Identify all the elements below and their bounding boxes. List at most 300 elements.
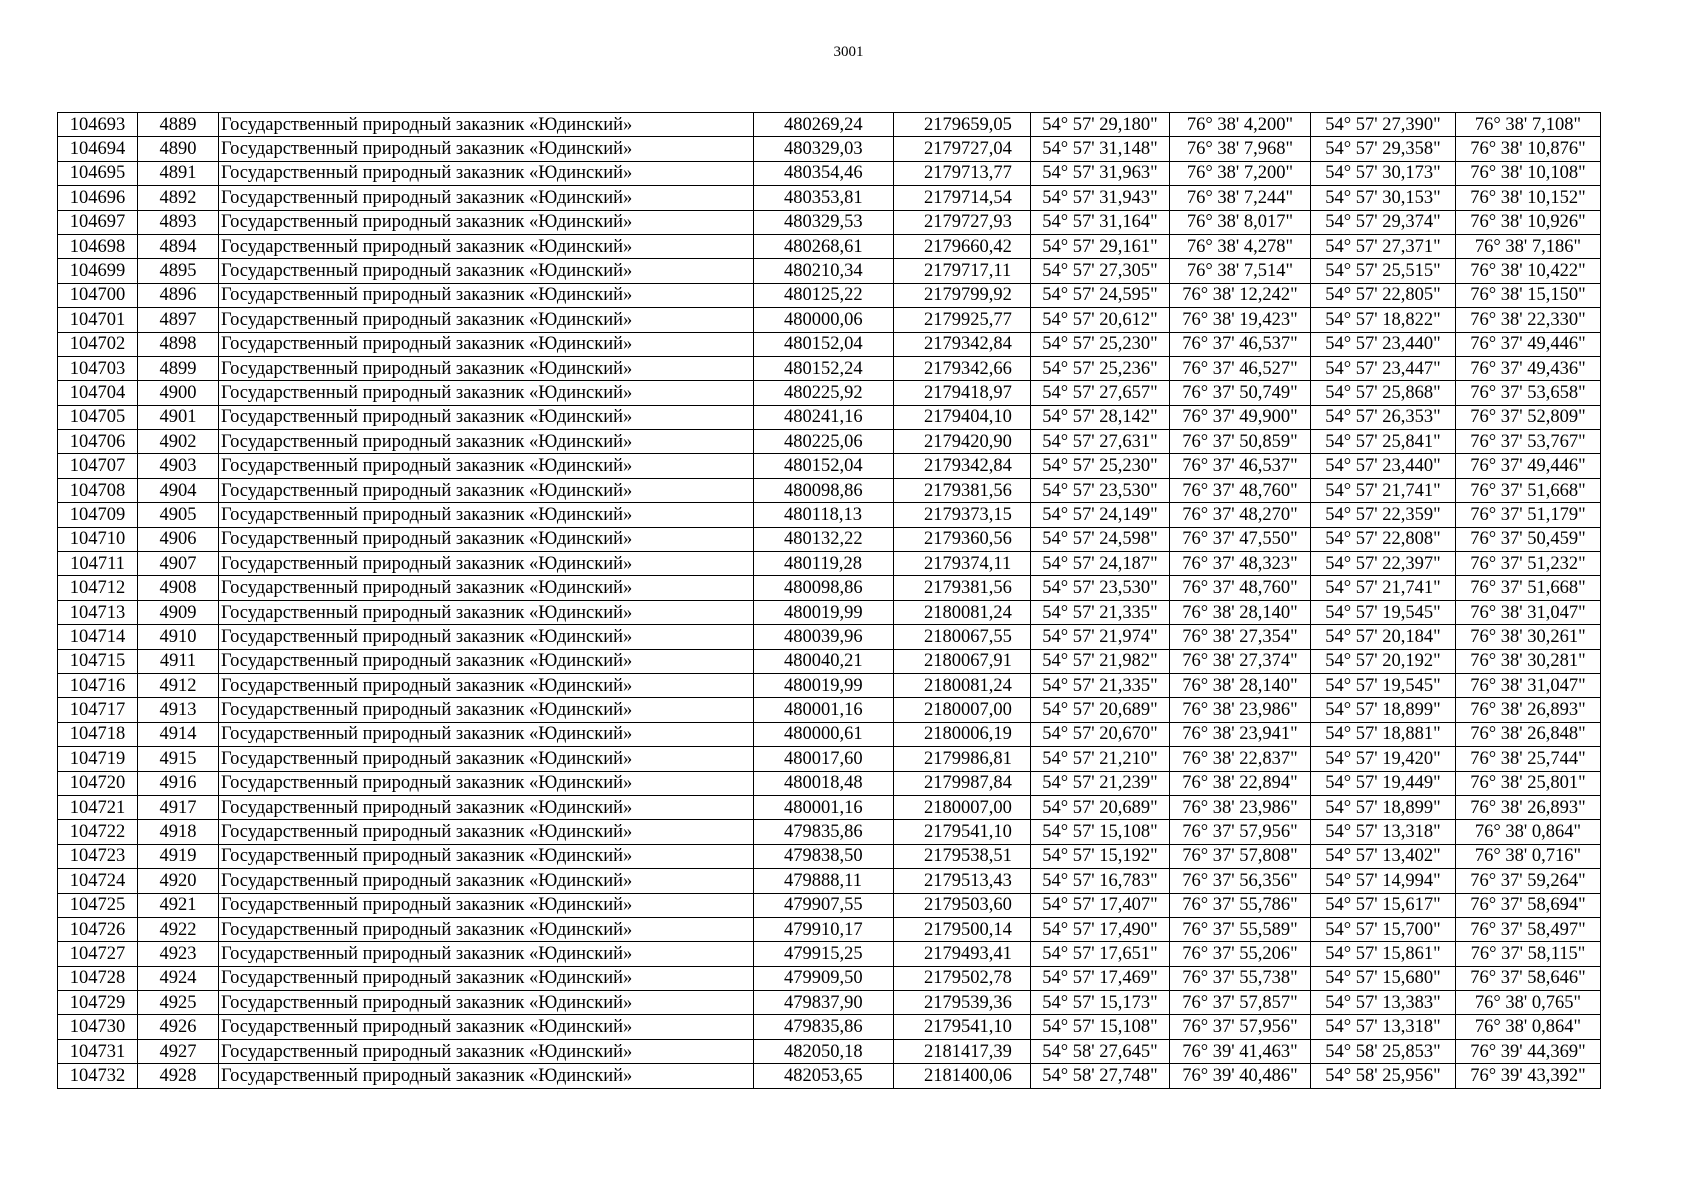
y-coordinate-cell: 2179342,84 [894,454,1031,478]
table-row [58,527,1601,551]
latitude-b-cell: 54° 57' 21,741" [1311,576,1456,600]
point-number-cell: 4896 [138,283,219,307]
point-number-cell: 4894 [138,234,219,258]
row-id-cell: 104713 [58,600,138,624]
longitude-b-cell: 76° 38' 25,801" [1456,771,1601,795]
y-coordinate-cell: 2179987,84 [894,771,1031,795]
table-row [58,747,1601,771]
table-row [58,161,1601,185]
x-coordinate-cell: 480329,03 [754,137,894,161]
table-row [58,844,1601,868]
latitude-a-cell: 54° 57' 16,783" [1031,869,1170,893]
latitude-b-cell: 54° 57' 19,545" [1311,673,1456,697]
point-number-cell: 4927 [138,1039,219,1063]
row-id-cell: 104717 [58,698,138,722]
latitude-a-cell: 54° 57' 15,108" [1031,1015,1170,1039]
x-coordinate-cell: 480040,21 [754,649,894,673]
row-id-cell: 104726 [58,917,138,941]
point-number-cell: 4923 [138,942,219,966]
latitude-a-cell: 54° 57' 28,142" [1031,405,1170,429]
latitude-a-cell: 54° 57' 21,335" [1031,600,1170,624]
longitude-a-cell: 76° 38' 23,986" [1170,795,1311,819]
longitude-a-cell: 76° 37' 47,550" [1170,527,1311,551]
point-number-cell: 4909 [138,600,219,624]
x-coordinate-cell: 480000,61 [754,722,894,746]
point-number-cell: 4891 [138,161,219,185]
row-id-cell: 104695 [58,161,138,185]
latitude-b-cell: 54° 57' 18,899" [1311,795,1456,819]
x-coordinate-cell: 480001,16 [754,698,894,722]
longitude-b-cell: 76° 37' 52,809" [1456,405,1601,429]
y-coordinate-cell: 2179374,11 [894,552,1031,576]
latitude-a-cell: 54° 57' 20,689" [1031,698,1170,722]
longitude-a-cell: 76° 39' 41,463" [1170,1039,1311,1063]
table-body [58,113,1601,1089]
y-coordinate-cell: 2179660,42 [894,234,1031,258]
row-id-cell: 104710 [58,527,138,551]
y-coordinate-cell: 2179420,90 [894,430,1031,454]
table-row [58,698,1601,722]
x-coordinate-cell: 480329,53 [754,210,894,234]
point-number-cell: 4904 [138,478,219,502]
object-name-cell: Государственный природный заказник «Юдинский» [219,454,754,478]
point-number-cell: 4920 [138,869,219,893]
x-coordinate-cell: 479838,50 [754,844,894,868]
row-id-cell: 104719 [58,747,138,771]
coordinates-table [57,112,1601,1089]
y-coordinate-cell: 2181417,39 [894,1039,1031,1063]
longitude-a-cell: 76° 38' 7,200" [1170,161,1311,185]
longitude-b-cell: 76° 38' 15,150" [1456,283,1601,307]
y-coordinate-cell: 2179717,11 [894,259,1031,283]
point-number-cell: 4917 [138,795,219,819]
longitude-a-cell: 76° 37' 55,786" [1170,893,1311,917]
x-coordinate-cell: 480241,16 [754,405,894,429]
object-name-cell: Государственный природный заказник «Юдинский» [219,234,754,258]
latitude-a-cell: 54° 57' 29,161" [1031,234,1170,258]
row-id-cell: 104721 [58,795,138,819]
latitude-a-cell: 54° 57' 15,173" [1031,991,1170,1015]
latitude-a-cell: 54° 57' 15,108" [1031,820,1170,844]
latitude-a-cell: 54° 57' 17,469" [1031,966,1170,990]
y-coordinate-cell: 2179538,51 [894,844,1031,868]
longitude-b-cell: 76° 38' 26,893" [1456,698,1601,722]
latitude-b-cell: 54° 57' 23,440" [1311,454,1456,478]
object-name-cell: Государственный природный заказник «Юдинский» [219,161,754,185]
longitude-a-cell: 76° 37' 46,527" [1170,356,1311,380]
x-coordinate-cell: 479837,90 [754,991,894,1015]
object-name-cell: Государственный природный заказник «Юдинский» [219,673,754,697]
longitude-a-cell: 76° 37' 56,356" [1170,869,1311,893]
row-id-cell: 104714 [58,625,138,649]
longitude-a-cell: 76° 38' 19,423" [1170,308,1311,332]
longitude-b-cell: 76° 39' 44,369" [1456,1039,1601,1063]
latitude-a-cell: 54° 57' 27,631" [1031,430,1170,454]
point-number-cell: 4928 [138,1064,219,1088]
object-name-cell: Государственный природный заказник «Юдинский» [219,869,754,893]
latitude-a-cell: 54° 57' 21,982" [1031,649,1170,673]
y-coordinate-cell: 2180081,24 [894,600,1031,624]
point-number-cell: 4889 [138,113,219,137]
row-id-cell: 104730 [58,1015,138,1039]
object-name-cell: Государственный природный заказник «Юдинский» [219,430,754,454]
latitude-b-cell: 54° 57' 18,881" [1311,722,1456,746]
table-row [58,308,1601,332]
latitude-a-cell: 54° 57' 27,305" [1031,259,1170,283]
x-coordinate-cell: 480018,48 [754,771,894,795]
longitude-b-cell: 76° 37' 53,767" [1456,430,1601,454]
latitude-a-cell: 54° 57' 24,149" [1031,503,1170,527]
object-name-cell: Государственный природный заказник «Юдинский» [219,186,754,210]
table-row [58,430,1601,454]
x-coordinate-cell: 480269,24 [754,113,894,137]
y-coordinate-cell: 2180006,19 [894,722,1031,746]
latitude-b-cell: 54° 57' 22,805" [1311,283,1456,307]
page-number: 3001 [833,44,864,60]
x-coordinate-cell: 479910,17 [754,917,894,941]
y-coordinate-cell: 2179500,14 [894,917,1031,941]
point-number-cell: 4924 [138,966,219,990]
longitude-b-cell: 76° 38' 7,108" [1456,113,1601,137]
x-coordinate-cell: 480152,04 [754,454,894,478]
table-row [58,966,1601,990]
x-coordinate-cell: 480125,22 [754,283,894,307]
x-coordinate-cell: 480225,92 [754,381,894,405]
row-id-cell: 104705 [58,405,138,429]
table-row [58,576,1601,600]
point-number-cell: 4919 [138,844,219,868]
y-coordinate-cell: 2179541,10 [894,820,1031,844]
y-coordinate-cell: 2179539,36 [894,991,1031,1015]
latitude-b-cell: 54° 57' 15,680" [1311,966,1456,990]
point-number-cell: 4913 [138,698,219,722]
latitude-a-cell: 54° 58' 27,645" [1031,1039,1170,1063]
table-row [58,234,1601,258]
object-name-cell: Государственный природный заказник «Юдинский» [219,308,754,332]
longitude-a-cell: 76° 38' 22,894" [1170,771,1311,795]
y-coordinate-cell: 2179727,04 [894,137,1031,161]
longitude-a-cell: 76° 37' 49,900" [1170,405,1311,429]
point-number-cell: 4918 [138,820,219,844]
longitude-b-cell: 76° 38' 10,876" [1456,137,1601,161]
latitude-b-cell: 54° 57' 20,184" [1311,625,1456,649]
x-coordinate-cell: 480354,46 [754,161,894,185]
latitude-a-cell: 54° 57' 21,335" [1031,673,1170,697]
row-id-cell: 104716 [58,673,138,697]
point-number-cell: 4907 [138,552,219,576]
longitude-b-cell: 76° 39' 43,392" [1456,1064,1601,1088]
table-row [58,113,1601,137]
point-number-cell: 4922 [138,917,219,941]
longitude-b-cell: 76° 37' 51,668" [1456,576,1601,600]
latitude-b-cell: 54° 57' 29,358" [1311,137,1456,161]
row-id-cell: 104725 [58,893,138,917]
latitude-a-cell: 54° 57' 31,963" [1031,161,1170,185]
row-id-cell: 104729 [58,991,138,1015]
point-number-cell: 4901 [138,405,219,429]
point-number-cell: 4921 [138,893,219,917]
latitude-b-cell: 54° 57' 30,153" [1311,186,1456,210]
point-number-cell: 4895 [138,259,219,283]
longitude-b-cell: 76° 38' 10,152" [1456,186,1601,210]
point-number-cell: 4890 [138,137,219,161]
point-number-cell: 4905 [138,503,219,527]
latitude-b-cell: 54° 57' 27,371" [1311,234,1456,258]
x-coordinate-cell: 480001,16 [754,795,894,819]
latitude-a-cell: 54° 57' 24,187" [1031,552,1170,576]
object-name-cell: Государственный природный заказник «Юдинский» [219,259,754,283]
latitude-b-cell: 54° 57' 14,994" [1311,869,1456,893]
longitude-b-cell: 76° 38' 10,108" [1456,161,1601,185]
row-id-cell: 104703 [58,356,138,380]
row-id-cell: 104698 [58,234,138,258]
latitude-a-cell: 54° 58' 27,748" [1031,1064,1170,1088]
latitude-b-cell: 54° 57' 21,741" [1311,478,1456,502]
latitude-b-cell: 54° 57' 13,383" [1311,991,1456,1015]
latitude-b-cell: 54° 57' 23,440" [1311,332,1456,356]
latitude-b-cell: 54° 57' 13,318" [1311,1015,1456,1039]
row-id-cell: 104701 [58,308,138,332]
longitude-b-cell: 76° 37' 51,668" [1456,478,1601,502]
y-coordinate-cell: 2179727,93 [894,210,1031,234]
longitude-a-cell: 76° 38' 4,278" [1170,234,1311,258]
longitude-b-cell: 76° 38' 25,744" [1456,747,1601,771]
point-number-cell: 4916 [138,771,219,795]
longitude-a-cell: 76° 37' 50,749" [1170,381,1311,405]
latitude-b-cell: 54° 57' 20,192" [1311,649,1456,673]
y-coordinate-cell: 2179493,41 [894,942,1031,966]
object-name-cell: Государственный природный заказник «Юдинский» [219,600,754,624]
x-coordinate-cell: 482050,18 [754,1039,894,1063]
longitude-a-cell: 76° 38' 12,242" [1170,283,1311,307]
y-coordinate-cell: 2179342,84 [894,332,1031,356]
point-number-cell: 4900 [138,381,219,405]
point-number-cell: 4914 [138,722,219,746]
table-row [58,454,1601,478]
table-row [58,186,1601,210]
longitude-b-cell: 76° 37' 49,436" [1456,356,1601,380]
point-number-cell: 4911 [138,649,219,673]
table-row [58,649,1601,673]
longitude-a-cell: 76° 38' 27,374" [1170,649,1311,673]
y-coordinate-cell: 2179404,10 [894,405,1031,429]
table-row [58,552,1601,576]
longitude-a-cell: 76° 38' 7,968" [1170,137,1311,161]
point-number-cell: 4893 [138,210,219,234]
point-number-cell: 4903 [138,454,219,478]
longitude-a-cell: 76° 39' 40,486" [1170,1064,1311,1088]
row-id-cell: 104731 [58,1039,138,1063]
longitude-a-cell: 76° 38' 23,986" [1170,698,1311,722]
row-id-cell: 104700 [58,283,138,307]
longitude-b-cell: 76° 38' 7,186" [1456,234,1601,258]
latitude-b-cell: 54° 57' 13,402" [1311,844,1456,868]
x-coordinate-cell: 479915,25 [754,942,894,966]
latitude-b-cell: 54° 57' 29,374" [1311,210,1456,234]
longitude-a-cell: 76° 37' 46,537" [1170,332,1311,356]
longitude-a-cell: 76° 37' 57,956" [1170,1015,1311,1039]
point-number-cell: 4915 [138,747,219,771]
x-coordinate-cell: 480152,04 [754,332,894,356]
object-name-cell: Государственный природный заказник «Юдинский» [219,747,754,771]
longitude-b-cell: 76° 38' 31,047" [1456,673,1601,697]
point-number-cell: 4925 [138,991,219,1015]
latitude-a-cell: 54° 57' 25,230" [1031,454,1170,478]
row-id-cell: 104693 [58,113,138,137]
y-coordinate-cell: 2179714,54 [894,186,1031,210]
object-name-cell: Государственный природный заказник «Юдинский» [219,722,754,746]
table-row [58,478,1601,502]
longitude-b-cell: 76° 37' 49,446" [1456,454,1601,478]
x-coordinate-cell: 479888,11 [754,869,894,893]
object-name-cell: Государственный природный заказник «Юдинский» [219,893,754,917]
longitude-b-cell: 76° 38' 22,330" [1456,308,1601,332]
object-name-cell: Государственный природный заказник «Юдинский» [219,1015,754,1039]
table-row [58,1064,1601,1088]
row-id-cell: 104711 [58,552,138,576]
latitude-a-cell: 54° 57' 31,148" [1031,137,1170,161]
table-row [58,1039,1601,1063]
longitude-b-cell: 76° 38' 26,848" [1456,722,1601,746]
longitude-a-cell: 76° 37' 57,956" [1170,820,1311,844]
latitude-a-cell: 54° 57' 24,595" [1031,283,1170,307]
longitude-b-cell: 76° 38' 0,765" [1456,991,1601,1015]
row-id-cell: 104715 [58,649,138,673]
longitude-a-cell: 76° 37' 57,857" [1170,991,1311,1015]
table-row [58,991,1601,1015]
row-id-cell: 104702 [58,332,138,356]
table-row [58,673,1601,697]
y-coordinate-cell: 2179659,05 [894,113,1031,137]
longitude-b-cell: 76° 38' 0,864" [1456,820,1601,844]
x-coordinate-cell: 480039,96 [754,625,894,649]
table-row [58,625,1601,649]
object-name-cell: Государственный природный заказник «Юдинский» [219,917,754,941]
latitude-b-cell: 54° 57' 15,861" [1311,942,1456,966]
object-name-cell: Государственный природный заказник «Юдинский» [219,844,754,868]
longitude-b-cell: 76° 38' 10,422" [1456,259,1601,283]
y-coordinate-cell: 2179381,56 [894,576,1031,600]
table-row [58,503,1601,527]
object-name-cell: Государственный природный заказник «Юдинский» [219,942,754,966]
x-coordinate-cell: 479907,55 [754,893,894,917]
y-coordinate-cell: 2179799,92 [894,283,1031,307]
x-coordinate-cell: 480118,13 [754,503,894,527]
latitude-b-cell: 54° 57' 23,447" [1311,356,1456,380]
latitude-b-cell: 54° 57' 25,515" [1311,259,1456,283]
longitude-b-cell: 76° 38' 10,926" [1456,210,1601,234]
latitude-a-cell: 54° 57' 20,670" [1031,722,1170,746]
longitude-a-cell: 76° 37' 48,270" [1170,503,1311,527]
x-coordinate-cell: 480098,86 [754,576,894,600]
object-name-cell: Государственный природный заказник «Юдинский» [219,527,754,551]
table-row [58,893,1601,917]
latitude-b-cell: 54° 57' 19,420" [1311,747,1456,771]
table-row [58,137,1601,161]
latitude-a-cell: 54° 57' 29,180" [1031,113,1170,137]
longitude-a-cell: 76° 38' 27,354" [1170,625,1311,649]
longitude-b-cell: 76° 37' 49,446" [1456,332,1601,356]
longitude-a-cell: 76° 38' 7,514" [1170,259,1311,283]
object-name-cell: Государственный природный заказник «Юдинский» [219,820,754,844]
point-number-cell: 4908 [138,576,219,600]
latitude-a-cell: 54° 57' 21,210" [1031,747,1170,771]
x-coordinate-cell: 479835,86 [754,820,894,844]
point-number-cell: 4902 [138,430,219,454]
longitude-a-cell: 76° 38' 4,200" [1170,113,1311,137]
object-name-cell: Государственный природный заказник «Юдинский» [219,576,754,600]
latitude-b-cell: 54° 57' 13,318" [1311,820,1456,844]
object-name-cell: Государственный природный заказник «Юдинский» [219,405,754,429]
longitude-b-cell: 76° 37' 53,658" [1456,381,1601,405]
y-coordinate-cell: 2180007,00 [894,795,1031,819]
longitude-b-cell: 76° 37' 58,115" [1456,942,1601,966]
row-id-cell: 104723 [58,844,138,868]
object-name-cell: Государственный природный заказник «Юдинский» [219,210,754,234]
row-id-cell: 104720 [58,771,138,795]
point-number-cell: 4892 [138,186,219,210]
longitude-b-cell: 76° 38' 31,047" [1456,600,1601,624]
table-row [58,722,1601,746]
row-id-cell: 104694 [58,137,138,161]
y-coordinate-cell: 2179373,15 [894,503,1031,527]
latitude-b-cell: 54° 57' 22,808" [1311,527,1456,551]
latitude-b-cell: 54° 57' 26,353" [1311,405,1456,429]
y-coordinate-cell: 2179513,43 [894,869,1031,893]
latitude-a-cell: 54° 57' 21,974" [1031,625,1170,649]
point-number-cell: 4906 [138,527,219,551]
y-coordinate-cell: 2179986,81 [894,747,1031,771]
table-row [58,356,1601,380]
x-coordinate-cell: 480000,06 [754,308,894,332]
latitude-b-cell: 54° 57' 18,822" [1311,308,1456,332]
x-coordinate-cell: 480098,86 [754,478,894,502]
table-row [58,869,1601,893]
object-name-cell: Государственный природный заказник «Юдинский» [219,795,754,819]
latitude-a-cell: 54° 57' 20,689" [1031,795,1170,819]
longitude-b-cell: 76° 37' 51,179" [1456,503,1601,527]
row-id-cell: 104706 [58,430,138,454]
row-id-cell: 104696 [58,186,138,210]
longitude-a-cell: 76° 37' 55,206" [1170,942,1311,966]
longitude-a-cell: 76° 38' 28,140" [1170,673,1311,697]
latitude-b-cell: 54° 57' 19,449" [1311,771,1456,795]
longitude-b-cell: 76° 37' 58,646" [1456,966,1601,990]
latitude-a-cell: 54° 57' 20,612" [1031,308,1170,332]
table-row [58,405,1601,429]
y-coordinate-cell: 2180007,00 [894,698,1031,722]
row-id-cell: 104722 [58,820,138,844]
table-row [58,771,1601,795]
longitude-b-cell: 76° 37' 58,694" [1456,893,1601,917]
table-row [58,795,1601,819]
row-id-cell: 104709 [58,503,138,527]
latitude-a-cell: 54° 57' 15,192" [1031,844,1170,868]
longitude-a-cell: 76° 37' 55,738" [1170,966,1311,990]
object-name-cell: Государственный природный заказник «Юдинский» [219,649,754,673]
row-id-cell: 104728 [58,966,138,990]
longitude-a-cell: 76° 37' 55,589" [1170,917,1311,941]
x-coordinate-cell: 480017,60 [754,747,894,771]
latitude-b-cell: 54° 58' 25,956" [1311,1064,1456,1088]
x-coordinate-cell: 480268,61 [754,234,894,258]
longitude-a-cell: 76° 37' 50,859" [1170,430,1311,454]
y-coordinate-cell: 2179502,78 [894,966,1031,990]
longitude-b-cell: 76° 38' 30,281" [1456,649,1601,673]
point-number-cell: 4910 [138,625,219,649]
latitude-a-cell: 54° 57' 17,490" [1031,917,1170,941]
longitude-a-cell: 76° 38' 23,941" [1170,722,1311,746]
